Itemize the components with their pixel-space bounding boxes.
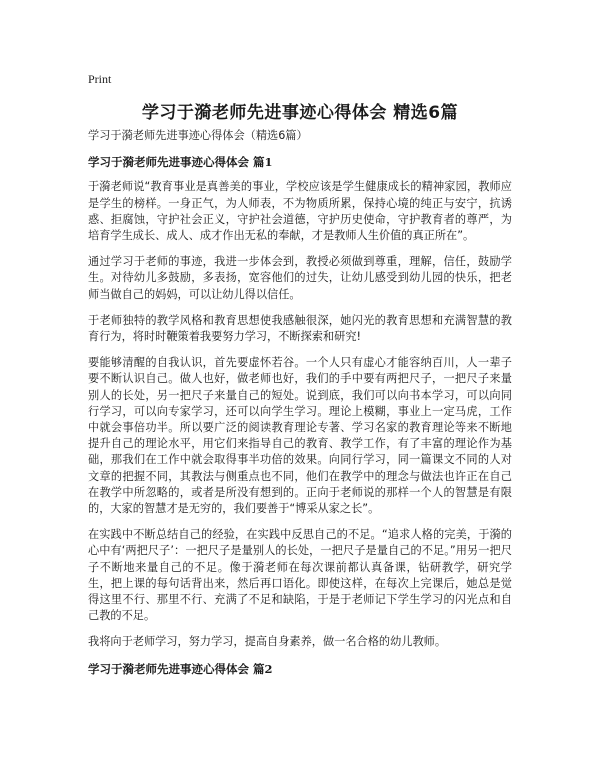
paragraph-2: 通过学习于老师的事迹，我进一步体会到，教授必须做到尊重，理解，信任，鼓励学生。对待幼儿多鼓励，多表扬，宽容他们的过失，让幼儿感受到幼儿园的快乐，把老师当做自己的妈妈，可以让幼儿得以信任。 [88, 255, 512, 301]
print-link[interactable]: Print [88, 72, 112, 86]
paragraph-5: 在实践中不断总结自己的经验，在实践中反思自己的不足。“追求人格的完美，于漪的心中有‘两把尺子’：一把尺子是量别人的长处，一把尺子是量自己的不足。”用另一把尺子不断地来量自己的不足。像于漪老师在每次课前都认真备课，钻研教学，研究学生，把上课的每句话背出来，然后再口语化。即使这样，在每次上完课后，她总是觉得这里不行、那里不行、充满了不足和缺陷，于是于老师记下学生学习的闪光点和自己教的不足。 [88, 528, 512, 623]
paragraph-6: 我将向于老师学习，努力学习，提高自身素养，做一名合格的幼儿教师。 [88, 635, 447, 649]
page-title: 学习于漪老师先进事迹心得体会 精选6篇 [141, 103, 459, 123]
section-heading-2: 学习于漪老师先进事迹心得体会 篇2 [88, 661, 273, 676]
paragraph-4: 要能够清醒的自我认识，首先要虚怀若谷。一个人只有虚心才能容纳百川，人一辈子要不断认识自己。做人也好，做老师也好，我们的手中要有两把尺子，一把尺子来量别人的长处，另一把尺子来量自己的短处。说到底，我们可以向书本学习，可以向同行学习，可以向专家学习，还可以向学生学习。理论上模糊，事业上一定马虎，工作中就会事倍功半。所以要广泛的阅读教育理论专著、学习名家的教育理论等来不断地提升自己的理论水平，用它们来指导自己的教育、教学工作，有了丰富的理论作为基础，那我们在工作中就会取得事半功倍的效果。向同行学习，同一篇课文不同的人对文章的把握不同，其教法与侧重点也不同，他们在教学中的理念与做法也许正在自己在教学中所忽略的，或者是所没有想到的。正向于老师说的那样一个人的智慧是有限的，大家的智慧才是无穷的，我们要善于“博采从家之长”。 [88, 356, 512, 516]
paragraph-3: 于老师独特的教学风格和教育思想使我感触很深，她闪光的教育思想和充满智慧的教育行为，将时时鞭策着我要努力学习，不断探索和研究! [88, 313, 512, 344]
section-heading-1: 学习于漪老师先进事迹心得体会 篇1 [88, 155, 273, 170]
document-content [88, 128, 512, 686]
document-subtitle: 学习于漪老师先进事迹心得体会（精选6篇） [88, 129, 308, 142]
paragraph-1: 于漪老师说“教育事业是真善美的事业，学校应该是学生健康成长的精神家园，教师应是学生的榜样。一身正气，为人师表，不为物质所累，保持心境的纯正与安宁，抗诱惑、拒腐蚀，守护社会正义，守护社会道德，守护历史使命，守护教育者的尊严，为培育学生成长、成人、成才作出无私的奉献，才是教师人生价值的真正所在”。 [88, 180, 512, 243]
